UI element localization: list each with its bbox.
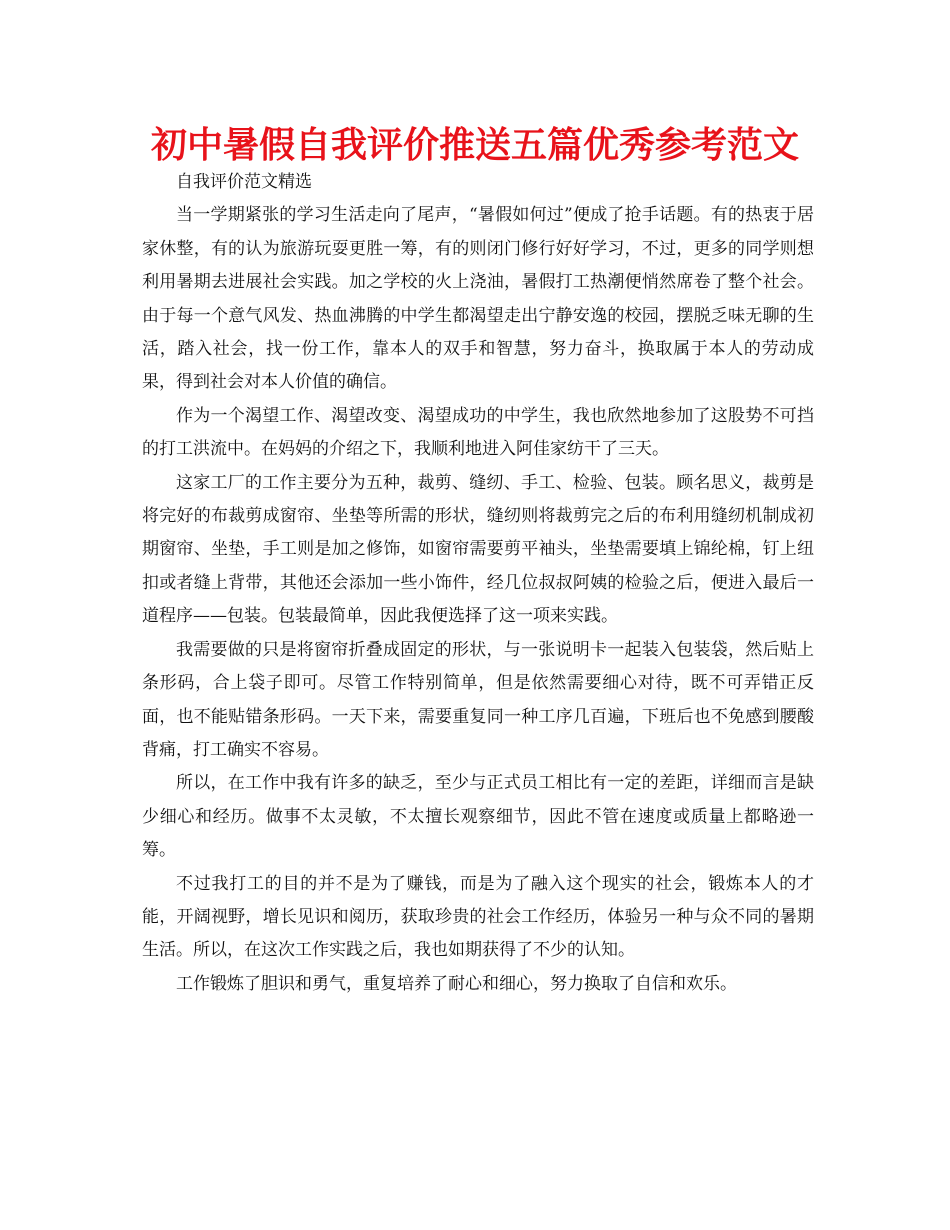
document-title: 初中暑假自我评价推送五篇优秀参考范文: [150, 125, 799, 166]
paragraph: 不过我打工的目的并不是为了赚钱，而是为了融入这个现实的社会，锻炼本人的才能，开阔视野，增长见识和阅历，获取珍贵的社会工作经历，体验另一种与众不同的暑期生活。所以，在这次工作实践之后，我也如期获得了不少的认知。: [142, 873, 814, 961]
paragraph: 所以，在工作中我有许多的缺乏，至少与正式员工相比有一定的差距，详细而言是缺少细心和经历。做事不太灵敏，不太擅长观察细节，因此不管在速度或质量上都略逊一筹。: [142, 773, 814, 861]
paragraph: 当一学期紧张的学习生活走向了尾声，“暑假如何过”便成了抢手话题。有的热衷于居家休整，有的认为旅游玩耍更胜一筹，有的则闭门修行好好学习，不过，更多的同学则想利用暑期去进展社会实践。加之学校的火上浇油，暑假打工热潮便悄然席卷了整个社会。由于每一个意气风发、热血沸腾的中学生都渴望走出宁静安逸的校园，摆脱乏味无聊的生活，踏入社会，找一份工作，靠本人的双手和智慧，努力奋斗，换取属于本人的劳动成果，得到社会对本人价值的确信。: [142, 205, 814, 393]
paragraph: 工作锻炼了胆识和勇气，重复培养了耐心和细心，努力换取了自信和欢乐。: [176, 973, 737, 994]
document-subtitle: 自我评价范文精选: [176, 172, 312, 192]
paragraph: 作为一个渴望工作、渴望改变、渴望成功的中学生，我也欣然地参加了这股势不可挡的打工洪流中。在妈妈的介绍之下，我顺利地进入阿佳家纺干了三天。: [142, 405, 814, 460]
document-body: [142, 166, 814, 1001]
paragraph: 我需要做的只是将窗帘折叠成固定的形状，与一张说明卡一起装入包装袋，然后贴上条形码，合上袋子即可。尽管工作特别简单，但是依然需要细心对待，既不可弄错正反面，也不能贴错条形码。一天下来，需要重复同一种工序几百遍，下班后也不免感到腰酸背痛，打工确实不容易。: [142, 639, 814, 760]
paragraph: 这家工厂的工作主要分为五种，裁剪、缝纫、手工、检验、包装。顾名思义，裁剪是将完好的布裁剪成窗帘、坐垫等所需的形状，缝纫则将裁剪完之后的布利用缝纫机制成初期窗帘、坐垫，手工则是加之修饰，如窗帘需要剪平袖头，坐垫需要填上锦纶棉，钉上纽扣或者缝上背带，其他还会添加一些小饰件，经几位叔叔阿姨的检验之后，便进入最后一道程序——包装。包装最简单，因此我便选择了这一项来实践。: [142, 472, 814, 627]
